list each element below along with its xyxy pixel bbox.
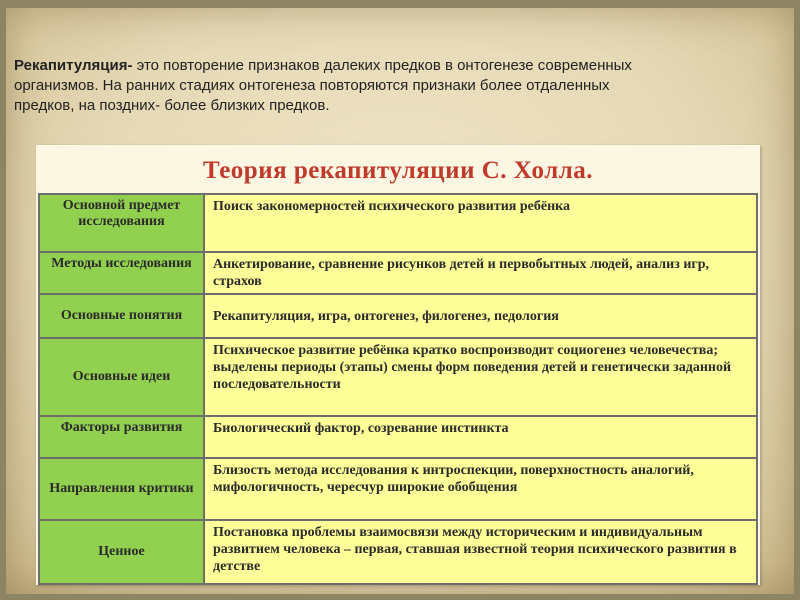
intro-line-2: организмов. На ранних стадиях онтогенеза повторяются признаки более отдаленных xyxy=(14,77,610,94)
table-row xyxy=(39,294,757,338)
row-key: Основные понятия xyxy=(39,294,204,338)
intro-term: Рекапитуляция- xyxy=(14,57,133,74)
table-row xyxy=(39,252,757,294)
table-row xyxy=(39,194,757,252)
theory-table-panel xyxy=(36,145,760,585)
row-value: Поиск закономерностей психического развития ребёнка xyxy=(204,194,757,252)
row-value: Близость метода исследования к интроспекции, поверхностность аналогий, мифологичность, чересчур широкие обобщения xyxy=(204,458,757,520)
intro-definition: это повторение признаков далеких предков в онтогенезе современных xyxy=(132,57,632,74)
table-row xyxy=(39,416,757,458)
row-key: Основные идеи xyxy=(39,338,204,416)
theory-table xyxy=(38,193,758,585)
intro-line-1 xyxy=(14,56,774,76)
intro-line-3: предков, на поздних- более близких предков. xyxy=(14,97,330,114)
row-value: Рекапитуляция, игра, онтогенез, филогенез, педология xyxy=(204,294,757,338)
row-key: Ценное xyxy=(39,520,204,584)
table-title: Теория рекапитуляции С. Холла. xyxy=(202,157,594,184)
table-row xyxy=(39,458,757,520)
table-row xyxy=(39,338,757,416)
intro-paragraph xyxy=(14,56,774,116)
row-value: Постановка проблемы взаимосвязи между историческим и индивидуальным развитием человека – первая, ставшая известной теория психического развития в детстве xyxy=(204,520,757,584)
row-value: Биологический фактор, созревание инстинкта xyxy=(204,416,757,458)
row-value: Анкетирование, сравнение рисунков детей и первобытных людей, анализ игр, страхов xyxy=(204,252,757,294)
row-key: Основной предмет исследования xyxy=(39,194,204,252)
table-row xyxy=(39,520,757,584)
row-key: Направления критики xyxy=(39,458,204,520)
row-key: Факторы развития xyxy=(39,416,204,458)
row-key: Методы исследования xyxy=(39,252,204,294)
row-value: Психическое развитие ребёнка кратко воспроизводит социогенез человечества; выделены периоды (этапы) смены форм поведения детей и генетически заданной последовательности xyxy=(204,338,757,416)
